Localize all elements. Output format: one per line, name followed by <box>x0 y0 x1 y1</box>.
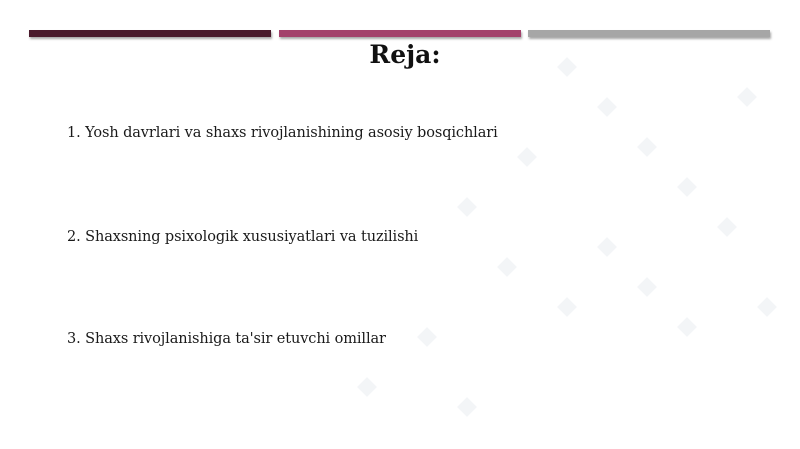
header-bar-dark <box>29 30 271 37</box>
slide-title: Reja: <box>369 40 441 69</box>
pattern-dots <box>357 57 777 417</box>
plan-item-1: 1. Yosh davrlari va shaxs rivojlanishining asosiy bosqichlari <box>67 125 498 141</box>
plan-item-2: 2. Shaxsning psixologik xususiyatlari va tuzilishi <box>67 229 419 245</box>
plan-item-3: 3. Shaxs rivojlanishiga ta'sir etuvchi omillar <box>67 331 386 347</box>
header-bar-gray <box>528 30 770 37</box>
header-bar-pink <box>279 30 521 37</box>
